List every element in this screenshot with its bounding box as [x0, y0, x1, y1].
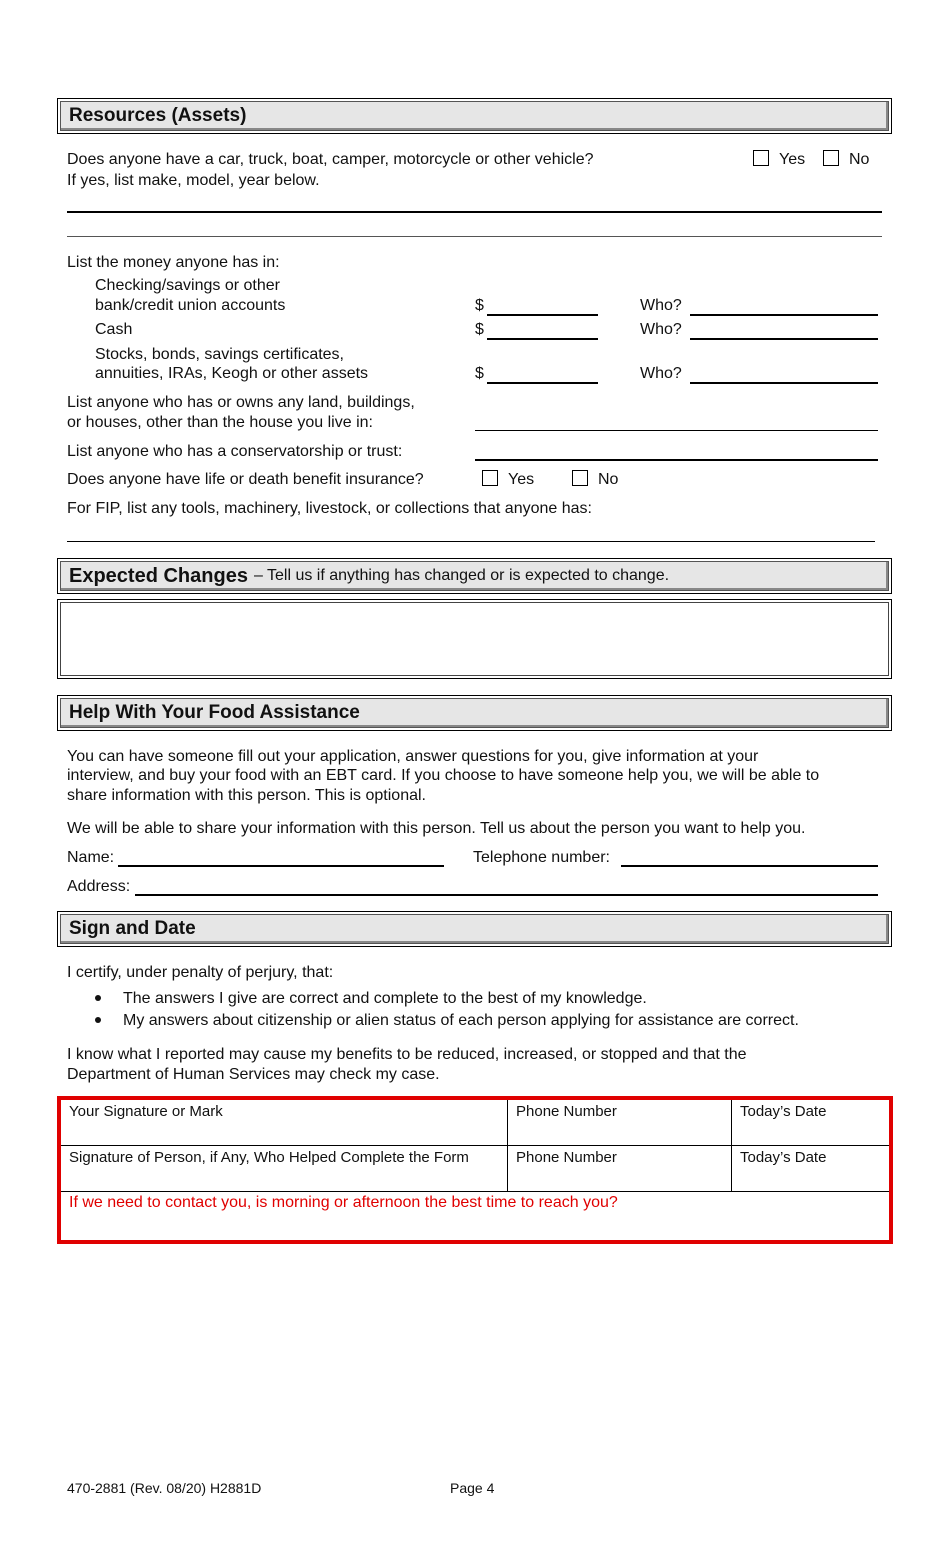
- resources-title: Resources (Assets): [69, 105, 247, 126]
- helper-date-label: Today’s Date: [740, 1149, 827, 1166]
- food-help-share: We will be able to share your information with this person. Tell us about the person you want to help you.: [67, 820, 806, 837]
- sign-header: [57, 911, 892, 947]
- vehicle-question: Does anyone have a car, truck, boat, camper, motorcycle or other vehicle?: [67, 151, 594, 168]
- cash-who-field[interactable]: [690, 338, 878, 340]
- insurance-yes-label: Yes: [508, 471, 535, 488]
- helper-telephone-label: Telephone number:: [473, 849, 610, 866]
- checking-who-field[interactable]: [690, 314, 878, 316]
- cash-dollar: $: [475, 321, 484, 338]
- stocks-dollar: $: [475, 365, 484, 382]
- vehicle-yes-checkbox[interactable]: [753, 150, 769, 166]
- cash-amount-field[interactable]: [487, 338, 598, 340]
- money-intro: List the money anyone has in:: [67, 254, 280, 271]
- fip-field[interactable]: [67, 541, 875, 542]
- helper-phone-cell[interactable]: [508, 1146, 732, 1191]
- expected-changes-header: [57, 558, 892, 594]
- cash-who-label: Who?: [640, 321, 682, 338]
- checking-amount-field[interactable]: [487, 314, 598, 316]
- food-help-title: Help With Your Food Assistance: [69, 702, 360, 723]
- food-help-para-3: share information with this person. This is optional.: [67, 787, 426, 804]
- vehicle-no-option[interactable]: [823, 150, 869, 170]
- stocks-label-2: annuities, IRAs, Keogh or other assets: [95, 365, 369, 382]
- helper-name-label: Name:: [67, 849, 115, 866]
- helper-telephone-field[interactable]: [621, 865, 878, 867]
- stocks-label-1: Stocks, bonds, savings certificates,: [95, 346, 344, 363]
- vehicle-no-label: No: [849, 151, 870, 168]
- land-label-1: List anyone who has or owns any land, buildings,: [67, 394, 415, 411]
- checking-who-label: Who?: [640, 297, 682, 314]
- sign-title: Sign and Date: [69, 918, 196, 939]
- land-field[interactable]: [475, 430, 878, 431]
- food-help-header: [57, 695, 892, 731]
- your-date-label: Today’s Date: [740, 1103, 827, 1120]
- fip-label: For FIP, list any tools, machinery, livestock, or collections that anyone has:: [67, 500, 592, 517]
- insurance-yes-option[interactable]: [482, 470, 534, 490]
- stocks-who-field[interactable]: [690, 382, 878, 384]
- vehicle-yes-label: Yes: [779, 151, 806, 168]
- helper-date-cell[interactable]: [732, 1146, 889, 1191]
- checking-dollar: $: [475, 297, 484, 314]
- resources-section-header: [57, 98, 892, 134]
- contact-time-question: If we need to contact you, is morning or afternoon the best time to reach you?: [69, 1194, 618, 1211]
- know-text-2: Department of Human Services may check my case.: [67, 1066, 440, 1083]
- your-signature-cell[interactable]: [61, 1100, 508, 1145]
- vehicle-line-1[interactable]: [67, 211, 882, 213]
- your-phone-label: Phone Number: [516, 1103, 617, 1120]
- certify-bullet-2: My answers about citizenship or alien status of each person applying for assistance are correct.: [123, 1012, 799, 1029]
- insurance-no-checkbox[interactable]: [572, 470, 588, 486]
- expected-changes-title: Expected Changes: [69, 564, 248, 587]
- vehicle-line-2[interactable]: [67, 236, 882, 237]
- helper-address-label: Address:: [67, 878, 131, 895]
- land-label-2: or houses, other than the house you live in:: [67, 414, 373, 431]
- bullet-icon: [95, 995, 101, 1001]
- your-phone-cell[interactable]: [508, 1100, 732, 1145]
- food-help-para-2: interview, and buy your food with an EBT card. If you choose to have someone help you, we will be able to: [67, 767, 820, 784]
- signature-row: [61, 1100, 889, 1146]
- stocks-who-label: Who?: [640, 365, 682, 382]
- form-id: 470-2881 (Rev. 08/20) H2881D: [67, 1480, 262, 1496]
- certify-bullet-1: The answers I give are correct and complete to the best of my knowledge.: [123, 990, 647, 1007]
- know-text-1: I know what I reported may cause my benefits to be reduced, increased, or stopped and that the: [67, 1046, 747, 1063]
- insurance-no-label: No: [598, 471, 619, 488]
- conservatorship-field[interactable]: [475, 459, 878, 461]
- signature-table: [57, 1096, 893, 1244]
- vehicle-no-checkbox[interactable]: [823, 150, 839, 166]
- checking-label-1: Checking/savings or other: [95, 277, 280, 294]
- your-date-cell[interactable]: [732, 1100, 889, 1145]
- vehicle-yes-option[interactable]: [753, 150, 805, 170]
- insurance-yes-checkbox[interactable]: [482, 470, 498, 486]
- page-number: Page 4: [450, 1480, 495, 1496]
- expected-changes-subtitle: – Tell us if anything has changed or is expected to change.: [253, 567, 670, 584]
- your-signature-label: Your Signature or Mark: [69, 1103, 223, 1120]
- helper-name-field[interactable]: [118, 865, 444, 867]
- expected-changes-box[interactable]: [57, 599, 892, 679]
- contact-time-cell[interactable]: [61, 1192, 889, 1240]
- helper-address-field[interactable]: [135, 894, 878, 896]
- insurance-no-option[interactable]: [572, 470, 618, 490]
- bullet-icon: [95, 1017, 101, 1023]
- cash-label: Cash: [95, 321, 133, 338]
- certify-text: I certify, under penalty of perjury, that:: [67, 964, 334, 981]
- conservatorship-label: List anyone who has a conservatorship or trust:: [67, 443, 403, 460]
- insurance-question: Does anyone have life or death benefit insurance?: [67, 471, 424, 488]
- helper-signature-cell[interactable]: [61, 1146, 508, 1191]
- vehicle-hint: If yes, list make, model, year below.: [67, 172, 320, 189]
- stocks-amount-field[interactable]: [487, 382, 598, 384]
- helper-signature-label: Signature of Person, if Any, Who Helped Complete the Form: [69, 1149, 469, 1166]
- helper-phone-label: Phone Number: [516, 1149, 617, 1166]
- helper-signature-row: [61, 1146, 889, 1192]
- food-help-para-1: You can have someone fill out your application, answer questions for you, give information at your: [67, 748, 759, 765]
- checking-label-2: bank/credit union accounts: [95, 297, 286, 314]
